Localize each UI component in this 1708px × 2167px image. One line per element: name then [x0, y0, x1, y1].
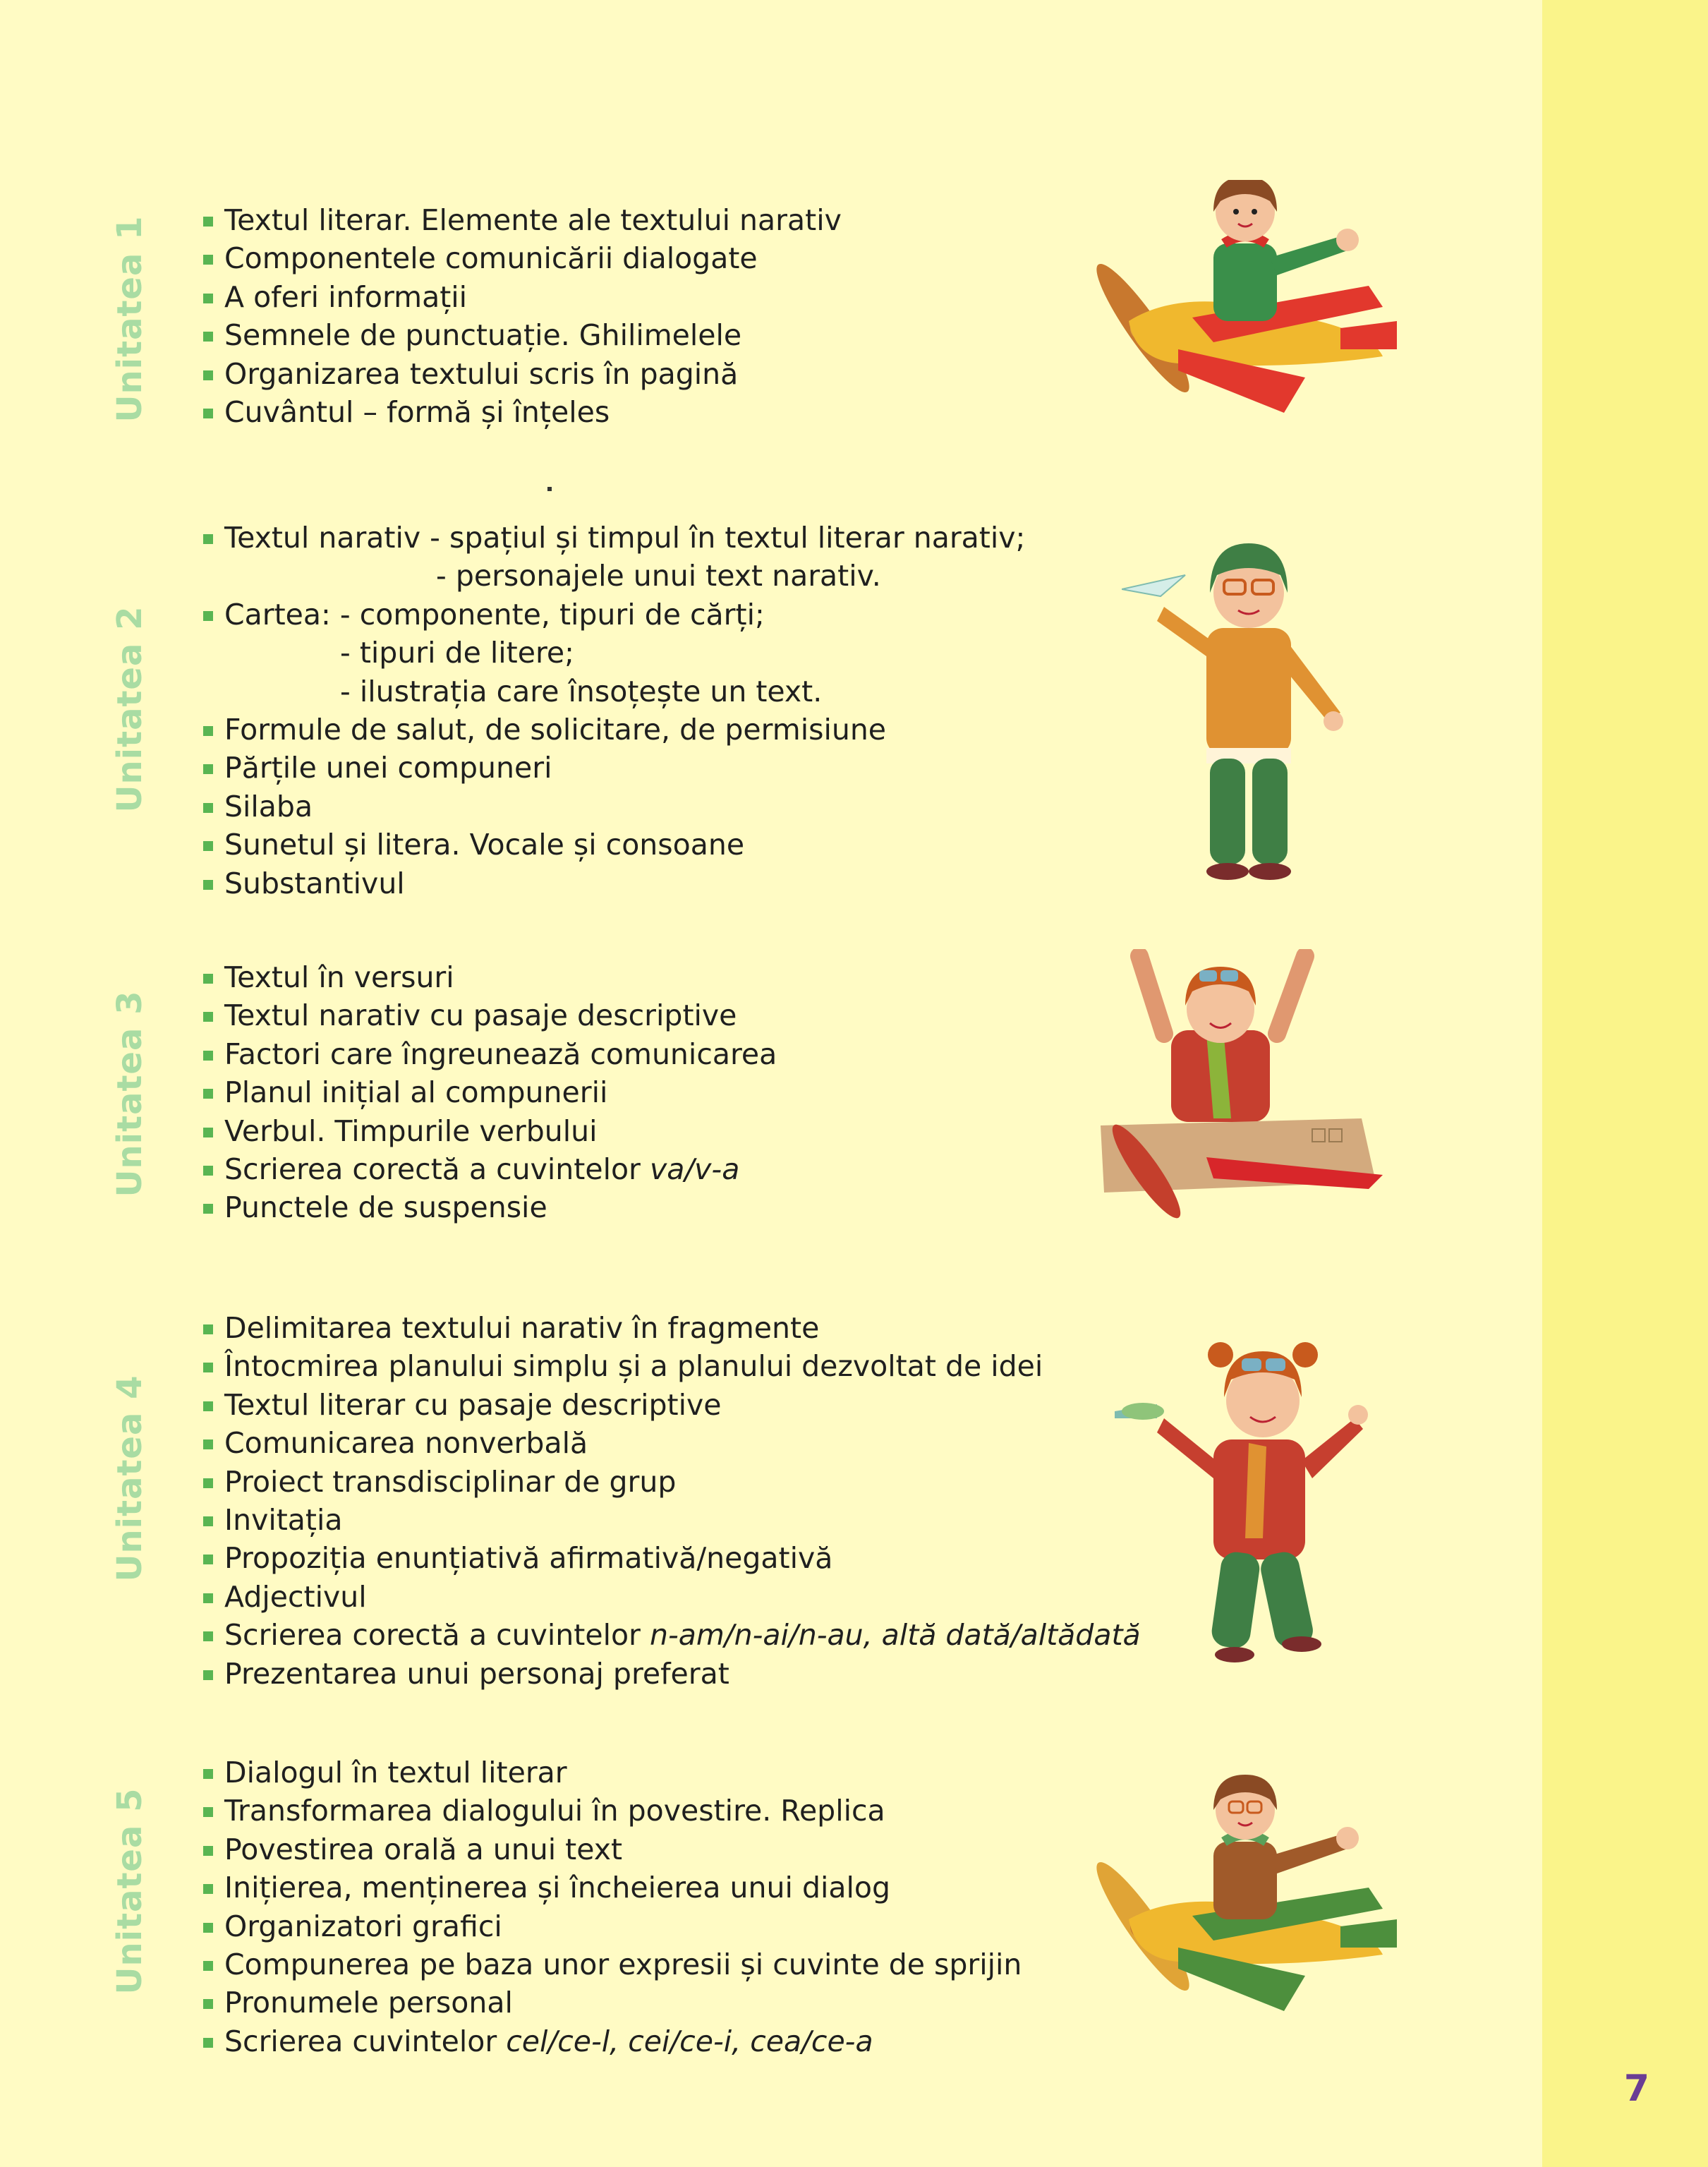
- topic-item: Factori care îngreunează comunicarea: [202, 1035, 777, 1073]
- topic-item: Organizarea textului scris în pagină: [202, 355, 842, 393]
- topic-subitem: - personajele unui text narativ.: [436, 559, 881, 593]
- topic-item: Proiect transdisciplinar de grup: [202, 1463, 1141, 1501]
- topic-item: Semnele de punctuație. Ghilimelele: [202, 316, 842, 354]
- topic-item: Delimitarea textului narativ în fragmente: [202, 1309, 1141, 1347]
- child-cardboard-plane-illustration: [1101, 949, 1383, 1224]
- topic-item: Verbul. Timpurile verbului: [202, 1112, 777, 1150]
- topic-item: Adjectivul: [202, 1578, 1141, 1616]
- topic-item: Silaba: [202, 787, 1025, 826]
- topic-item: [202, 1150, 777, 1188]
- topic-item: Textul literar. Elemente ale textului narativ: [202, 201, 842, 239]
- girl-toy-plane-illustration: [1115, 1327, 1369, 1665]
- unit-3-label: Unitatea 3: [110, 990, 150, 1197]
- topic-item: [202, 1616, 1141, 1654]
- topic-item: Cuvântul – formă și înțeles: [202, 393, 842, 431]
- topic-item: Componentele comunicării dialogate: [202, 239, 842, 277]
- topic-item: [202, 2022, 1022, 2060]
- topic-item: Substantivul: [202, 864, 1025, 903]
- topic-item: Întocmirea planului simplu și a planului dezvoltat de idei: [202, 1347, 1141, 1385]
- unit-2-label: Unitatea 2: [110, 605, 150, 813]
- topic-item: Textul literar cu pasaje descriptive: [202, 1386, 1141, 1424]
- topic-italic-text: n-am/n-ai/n-au, altă dată/altădată: [649, 1618, 1141, 1653]
- unit-1-topic-list: [202, 201, 842, 431]
- unit-3-topic-list: [202, 958, 777, 1227]
- topic-item: Propoziția enunțiativă afirmativă/negativă: [202, 1539, 1141, 1577]
- topic-item: Transformarea dialogului în povestire. Replica: [202, 1792, 1022, 1830]
- child-green-plane-illustration: [1072, 1775, 1404, 2036]
- topic-text: Scrierea cuvintelor: [224, 2024, 507, 2058]
- unit-1-label: Unitatea 1: [110, 215, 150, 423]
- topic-item: Formule de salut, de solicitare, de permisiune: [202, 711, 1025, 749]
- topic-item: Invitația: [202, 1501, 1141, 1539]
- topic-item: Cartea: - componente, tipuri de cărți;: [202, 596, 1025, 634]
- unit-4-topic-list: [202, 1309, 1141, 1693]
- unit-5-topic-list: [202, 1753, 1022, 2060]
- topic-text: Scrierea corectă a cuvintelor: [224, 1152, 650, 1187]
- child-pilot-red-plane-illustration: [1072, 180, 1404, 441]
- topic-item: Textul narativ - spațiul și timpul în textul literar narativ;: [202, 519, 1025, 557]
- topic-item: Prezentarea unui personaj preferat: [202, 1655, 1141, 1693]
- topic-item: Compunerea pe baza unor expresii și cuvinte de sprijin: [202, 1945, 1022, 1984]
- unit-5-label: Unitatea 5: [110, 1787, 150, 1995]
- topic-item: Planul inițial al compunerii: [202, 1073, 777, 1111]
- topic-subitem: - ilustrația care însoțește un text.: [340, 674, 823, 708]
- topic-item: Părțile unei compuneri: [202, 749, 1025, 787]
- topic-item: Pronumele personal: [202, 1984, 1022, 2022]
- topic-item: Inițierea, menținerea și încheierea unui dialog: [202, 1869, 1022, 1907]
- topic-item: Povestirea orală a unui text: [202, 1830, 1022, 1869]
- unit-4-label: Unitatea 4: [110, 1375, 150, 1582]
- child-paper-plane-illustration: [1122, 536, 1355, 882]
- topic-italic-text: va/v-a: [649, 1152, 740, 1187]
- topic-item: Dialogul în textul literar: [202, 1753, 1022, 1792]
- side-color-strip: [1542, 0, 1708, 2167]
- page-number: 7: [1623, 2068, 1650, 2110]
- topic-item: Punctele de suspensie: [202, 1188, 777, 1226]
- stray-dot: [547, 487, 552, 491]
- topic-item: Organizatori grafici: [202, 1907, 1022, 1945]
- topic-subitem: - tipuri de litere;: [340, 636, 574, 670]
- topic-item: Comunicarea nonverbală: [202, 1424, 1141, 1462]
- topic-item: Textul în versuri: [202, 958, 777, 996]
- topic-item: Sunetul și litera. Vocale și consoane: [202, 826, 1025, 864]
- unit-2-topic-list: [202, 519, 1025, 903]
- topic-item: A oferi informații: [202, 278, 842, 316]
- topic-text: Scrierea corectă a cuvintelor: [224, 1618, 650, 1653]
- topic-item: Textul narativ cu pasaje descriptive: [202, 996, 777, 1034]
- topic-italic-text: cel/ce-l, cei/ce-i, cea/ce-a: [506, 2024, 873, 2058]
